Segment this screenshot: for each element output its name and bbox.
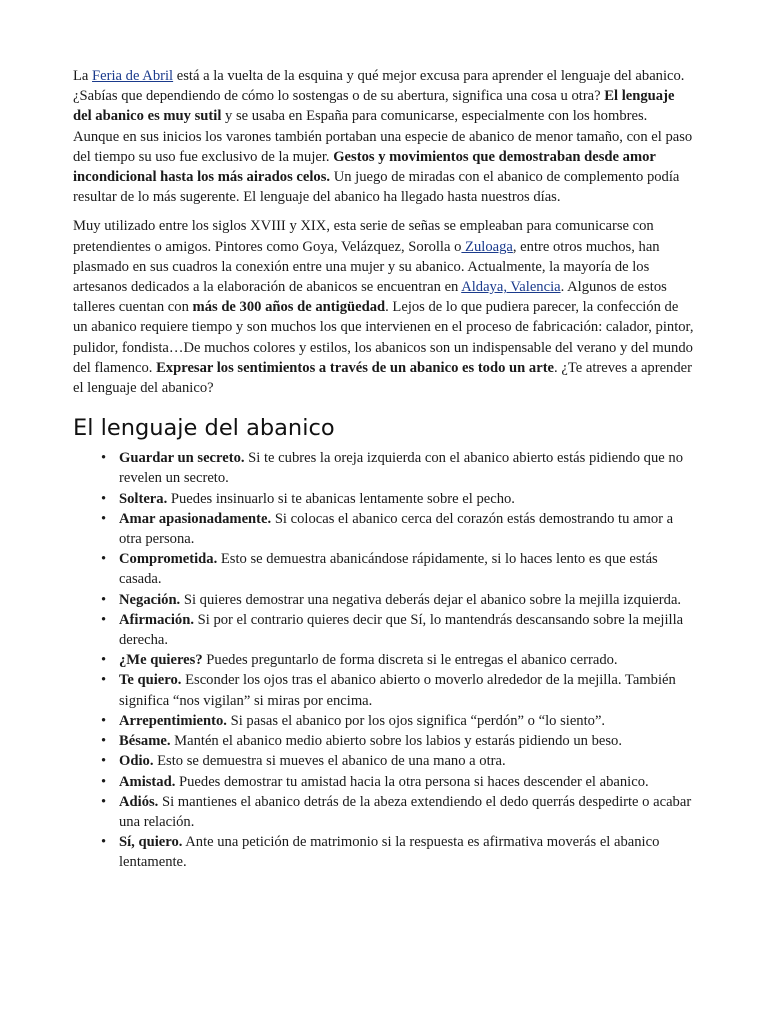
list-item xyxy=(101,590,695,610)
intro-p2-text-5: . ¿Te atreves a aprender el lenguaje del abanico? xyxy=(73,359,692,397)
list-item-term: Afirmación. xyxy=(119,611,194,628)
list-item-term: Odio. xyxy=(119,753,154,770)
feria-de-abril-link[interactable]: Feria de Abril xyxy=(92,68,174,84)
list-item-term: Adiós. xyxy=(119,793,159,810)
bullet-icon: • xyxy=(101,733,107,750)
list-item xyxy=(101,448,695,488)
list-item-desc: Esconder los ojos tras el abanico abierto o moverlo alrededor de la mejilla. También significa “nos vigilan” si miras por encima. xyxy=(119,672,676,709)
list-item-desc: Puedes insinuarlo si te abanicas lentamente sobre el pecho. xyxy=(167,490,515,507)
bullet-icon: • xyxy=(101,753,107,770)
bullet-icon: • xyxy=(101,611,107,628)
list-item-desc: Si te cubres la oreja izquierda con el abanico abierto estás pidiendo que no revelen un secreto. xyxy=(119,450,683,487)
list-item-desc: Ante una petición de matrimonio si la respuesta es afirmativa moverás el abanico lentamente. xyxy=(119,834,660,871)
article xyxy=(73,66,695,873)
list-item xyxy=(101,751,695,771)
list-item xyxy=(101,549,695,589)
intro-p2-text-2: , entre otros muchos, han plasmado en sus cuadros la conexión entre una mujer y su abanico. Actualmente, la mayoría de los artesanos dedicados a la elaboración de abanicos se encuentran en xyxy=(73,238,660,296)
list-item xyxy=(101,832,695,872)
bullet-icon: • xyxy=(101,510,107,527)
bullet-icon: • xyxy=(101,591,107,608)
bullet-icon: • xyxy=(101,490,107,507)
list-item-desc: Si pasas el abanico por los ojos significa “perdón” o “lo siento”. xyxy=(226,712,606,729)
bullet-icon: • xyxy=(101,834,107,851)
list-item-desc: Puedes preguntarlo de forma discreta si le entregas el abanico cerrado. xyxy=(202,652,618,669)
list-item-term: Amar apasionadamente. xyxy=(119,510,272,527)
list-item xyxy=(101,509,695,549)
list-item xyxy=(101,650,695,670)
bullet-icon: • xyxy=(101,712,107,729)
intro-p2-text-3: . Algunos de estos talleres cuentan con xyxy=(73,279,667,316)
intro-p2-bold-2: Expresar los sentimientos a través de un abanico es todo un arte xyxy=(156,359,555,376)
bullet-icon: • xyxy=(101,551,107,568)
list-item-term: Soltera. xyxy=(119,490,168,507)
list-item-term: Arrepentimiento. xyxy=(119,712,227,729)
list-item-term: Sí, quiero. xyxy=(119,834,183,851)
intro-p2-text-1: Muy utilizado entre los siglos XVIII y XIX, esta serie de señas se empleaban para comunicarse con pretendientes o amigos. Pintores como Goya, Velázquez, Sorolla o xyxy=(73,218,654,255)
intro-p1-text-2: está a la vuelta de la esquina y qué mejor excusa para aprender el lenguaje del abanico. ¿Sabías que dependiendo de cómo lo sostengas o de su abertura, significa una cosa u otra? xyxy=(73,68,685,105)
list-item-desc: Si mantienes el abanico detrás de la abeza extendiendo el dedo querrás despedirte o acabar una relación. xyxy=(119,793,692,830)
intro-p1-text-4: Un juego de miradas con el abanico de complemento podía resultar de lo más sugerente. El lenguaje del abanico ha llegado hasta nuestros días. xyxy=(73,169,680,206)
list-item-term: Guardar un secreto. xyxy=(119,450,245,467)
list-item-term: Bésame. xyxy=(119,733,171,750)
intro-p2-text-4: . Lejos de lo que pudiera parecer, la confección de un abanico requiere tiempo y son muchos los que intervienen en el proceso de fabricación: calador, pintor, pulidor, fondista…De muchos colores y estilos, los abanicos son un indispensable del verano y del mundo del flamenco. xyxy=(73,299,694,376)
list-item xyxy=(101,731,695,751)
list-item-desc: Puedes demostrar tu amistad hacia la otra persona si haces descender el abanico. xyxy=(175,773,649,790)
intro-paragraph-1 xyxy=(73,66,695,207)
intro-p1-bold-2: Gestos y movimientos que demostraban desde amor incondicional hasta los más airados celos. xyxy=(73,148,656,186)
list-item-desc: Si colocas el abanico cerca del corazón estás demostrando tu amor a otra persona. xyxy=(119,510,674,548)
section-heading: El lenguaje del abanico xyxy=(73,415,335,442)
list-item xyxy=(101,670,695,710)
intro-p1-text-3: y se usaba en España para comunicarse, especialmente con los hombres. Aunque en sus inicios los varones también portaban una especie de abanico de menor tamaño, con el paso del tiempo su uso fue exclusivo de la mujer. xyxy=(73,108,693,165)
intro-p1-bold-1: El lenguaje del abanico es muy sutil xyxy=(73,88,675,125)
bullet-icon: • xyxy=(101,773,107,790)
aldaya-valencia-link[interactable]: Aldaya, Valencia xyxy=(461,279,561,296)
list-item-term: Amistad. xyxy=(119,773,176,790)
bullet-icon: • xyxy=(101,450,107,467)
list-item-desc: Esto se demuestra abanicándose rápidamente, si lo haces lento es que estás casada. xyxy=(119,551,658,588)
bullet-icon: • xyxy=(101,793,107,810)
list-item-desc: Mantén el abanico medio abierto sobre los labios y estarás pidiendo un beso. xyxy=(170,733,622,750)
list-item-term: Negación. xyxy=(119,591,181,608)
list-item-term: Te quiero. xyxy=(119,672,182,689)
list-item-desc: Esto se demuestra si mueves el abanico de una mano a otra. xyxy=(153,753,506,770)
intro-paragraph-2 xyxy=(73,216,695,398)
intro-p1-text-1: La xyxy=(73,68,93,84)
bullet-icon: • xyxy=(101,652,107,669)
list-item-term: Comprometida. xyxy=(119,551,218,568)
list-item xyxy=(101,610,695,650)
list-item-desc: Si por el contrario quieres decir que Sí, lo mantendrás descansando sobre la mejilla derecha. xyxy=(119,611,684,649)
list-item xyxy=(101,711,695,731)
zuloaga-link[interactable]: Zuloaga xyxy=(461,238,513,255)
list-item-term: ¿Me quieres? xyxy=(119,652,203,669)
list-item xyxy=(101,792,695,832)
list-item-desc: Si quieres demostrar una negativa deberás dejar el abanico sobre la mejilla izquierda. xyxy=(180,591,682,608)
list-item xyxy=(101,772,695,792)
list-item xyxy=(101,489,695,509)
fan-language-list xyxy=(73,448,695,872)
intro-p2-bold-1: más de 300 años de antigüedad xyxy=(192,299,386,316)
bullet-icon: • xyxy=(101,672,107,689)
